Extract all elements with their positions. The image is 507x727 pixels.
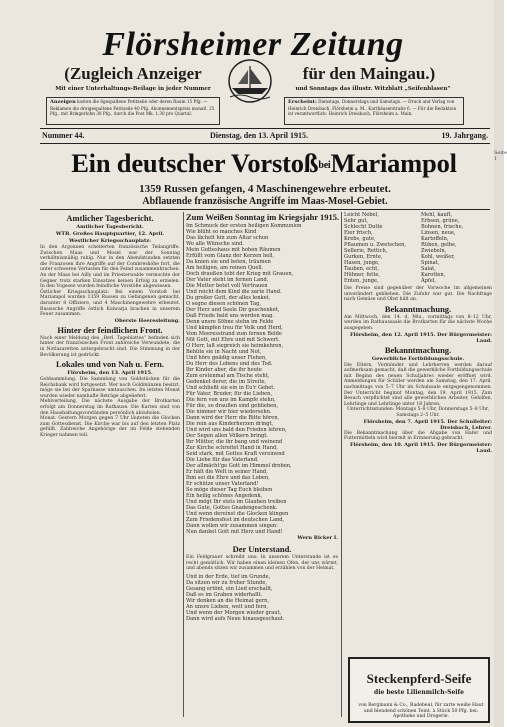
issue-number: Nummer 44. <box>42 131 85 140</box>
shelter-section-title: Der Unterstand. <box>232 544 292 554</box>
market-item: Linsen, neue, <box>420 230 456 236</box>
poem-line: Zum Friedensfest im deutschen Land, <box>186 517 285 523</box>
market-price-list <box>344 212 492 284</box>
market-list-left <box>344 212 415 284</box>
column-3 <box>344 212 492 722</box>
poem-line: Daß Friede bald uns werden mag. <box>186 313 274 319</box>
poem-line: Und schließt sie ein in Eu'r Gebet. <box>186 385 275 391</box>
market-item: Salat, <box>420 266 436 272</box>
market-item: Spinat, <box>420 260 440 266</box>
publication-box <box>284 97 464 125</box>
poem-line: Und kämpfen treu für Volk und Herd, <box>186 325 283 331</box>
market-item: Hasen, junge, <box>344 260 380 266</box>
poem-line: O Herr, laß siegreich sie heimkehren, <box>186 343 284 349</box>
page-edge <box>494 0 507 727</box>
notice-1-title: Bekanntmachung. <box>384 303 452 314</box>
poem-line: Ein heilig schönes Angedenk, <box>186 493 263 499</box>
issue-rule <box>40 143 490 144</box>
poem-line: Mein Gotteshaus mit hohen Räumen <box>186 247 281 253</box>
masthead-rule <box>40 128 490 129</box>
poem-line: Der Vater steht im fernen Land, <box>186 277 269 283</box>
poem-line: Und höre gnädig unser Flehen, <box>186 355 267 361</box>
poem-line: Die nimmer wir hier wiedersehn. <box>186 409 272 415</box>
poem-line: Mit Gott, mit Ehre und mit Schwert. <box>186 337 280 343</box>
market-item: Sellerie, Rettich, <box>344 248 388 254</box>
local-text-2: Mehlverteilung. Die nächste Ausgabe der Brotkarten erfolgt am Donnerstag im Rathause. Die Karten sind von den Haushaltungsvorständen persönlich abzuholen. <box>40 399 180 416</box>
report-text-1: In den Argonnen scheiterten französische Teilangriffe. Zwischen Maas und Mosel war der Sonntag verhältnismäßig ruhig. Nur in den Abendstunden setzten die Franzosen ihre Angriffe auf der Combreshöhe fort, die unter schweren Verlusten für den Feind zusammenbrachen. An der Maas bei Ailly und im Priesterwalde vermochte der Gegner trotz starken Einsatzes keinen Erfolg zu erzielen. In den Vogesen wurden feindliche Vorstöße abgewiesen. <box>40 245 180 290</box>
poem-body <box>186 223 338 535</box>
poem-line: Für Vater, Bruder, für die Lieben, <box>186 391 273 397</box>
subtitle-right: für den Maingau.) <box>302 64 436 83</box>
headline-subtitle-1: 1359 Russen gefangen, 4 Maschinengewehre erbeutet. <box>139 183 391 195</box>
column-1 <box>40 212 180 722</box>
market-item: Hühner, fette, <box>344 272 381 278</box>
report-subhead-2: WTB. Großes Hauptquartier, 12. April. <box>55 231 165 237</box>
publication-text: Dienstags, Donnerstags und Samstags. — Druck und Verlag von Heinrich Dreisbach, Flörsheim a. M., Karthäuserstraße 6. — Für die Redaktion ist verantwortlich: Heinrich Dreisbach, Flörsheim a. Main. <box>288 99 457 116</box>
headline-subtitle-2: Abflauende französische Angriffe im Maas-Mosel-Gebiet. <box>142 196 388 207</box>
poem-line: Dann wird der Herr die Bitte hören, <box>186 415 280 421</box>
poem-line: Da knien sie und beten, träumen <box>186 259 271 265</box>
notice-3-text: Die Bekanntmachung über die Abgabe von Hafer und Futtermitteln wird hiermit in Erinnerung gebracht. <box>344 430 492 442</box>
market-item: Krebs, gute, <box>344 236 376 242</box>
market-item: Erbsen, grüne, <box>420 218 460 224</box>
market-item: Kartoffeln, <box>420 236 449 242</box>
notice-2-subhead: Gewerbliche Fortbildungsschule. <box>371 355 465 362</box>
local-section-title: Lokales und von Nah u. Fern. <box>56 359 164 370</box>
notice-2-title: Bekanntmachung. <box>384 344 452 355</box>
market-item: Pflaumen u. Zwetschen, <box>344 242 407 248</box>
notice-3-signature: Flörsheim, den 10. April 1915. Der Bürgermeister: Laud. <box>349 441 492 454</box>
poem-line: Wie blüht so manches Kind <box>186 229 257 235</box>
poem-line: Wo alle Wünsche sind. <box>186 241 244 247</box>
local-text-3: Monat. Gestern Morgen gegen 7 Uhr läuteten die Glocken zum Gottesdienst. Die Kirche war bis auf den letzten Platz gefüllt. Zahlreiche Angehörige der im Felde stehenden Krieger nahmen teil. <box>40 416 180 439</box>
poem-line: Nun danket Gott mit Herz und Hand! <box>186 529 283 535</box>
poem-line: Du großer Gott, der alles lenket, <box>186 295 271 301</box>
issue-year: 19. Jahrgang. <box>441 131 488 140</box>
notice-2-text: Die Eltern, Vormünder und Lehrherren werden darauf aufmerksam gemacht, daß die gewerbliche Fortbildungsschule mit Beginn des neuen Schuljahres wieder eröffnet wird. Anmeldungen für Schüler werden am Samstag, den 17. April, nachmittags von 5–7 Uhr im Schulsaale entgegengenommen. Der Unterricht beginnt Montag, den 19. April 1915. Zum Besuch verpflichtet sind alle gewerblichen Arbeiter, Gehilfen, Lehrlinge und Lehrlinge unter 18 Jahren. <box>344 362 492 407</box>
tagline-right: und Sonntags das illustr. Witzblatt „Seifenblasen“ <box>295 86 451 92</box>
market-item: Bohnen, frische, <box>420 224 464 230</box>
masthead-title: Flörsheimer Zeitung <box>102 26 404 63</box>
poem-line: Und wird uns bald den Frieden lehren, <box>186 427 287 433</box>
notice-1-signature: Flörsheim, den 12. April 1915. Der Bürgermeister: Laud. <box>349 331 492 344</box>
poem-line: Da sitzen wir zu froher Stunde, <box>186 579 267 586</box>
poem-line: Die rein aus Kinderherzen dringt, <box>186 421 274 427</box>
market-item: Leicht Nebel, <box>344 212 379 218</box>
column-divider-2 <box>341 212 342 717</box>
issue-date: Dienstag, den 13. April 1915. <box>210 131 309 140</box>
poem-title: Zum Weißen Sonntag im Kriegsjahr 1915. <box>186 212 340 222</box>
market-item: Gurken, Ernte, <box>344 254 383 260</box>
notice-2-signature: Flörsheim, den 7. April 1915. Der Schulleiter: Dreisbach, Lehrer. <box>363 418 492 431</box>
poem-line: Der allmächt'ge Gott im Himmel droben, <box>186 463 292 469</box>
shelter-text: Ein Feldgrauer schreibt uns: In unserem Unterstande ist es recht gemütlich. Wir haben einen kleinen Ofen, der uns wärmt, und abends sitzen wir zusammen und erzählen von der Heimat. <box>186 555 338 572</box>
tagline-left: Mit einer Unterhaltungs-Beilage in jeder Nummer <box>55 86 211 92</box>
column-2 <box>186 212 338 722</box>
market-list-right <box>421 212 492 284</box>
notice-1-text: Am Mittwoch, den 14. d. Mts., vormittags von 8–12 Uhr, werden im Rathaussaale die Brotkarten für die nächste Woche ausgegeben. <box>344 314 492 331</box>
main-headline <box>36 146 492 180</box>
report-subhead-3: Westlicher Kriegsschauplatz: <box>69 238 151 244</box>
poem-line: Zur Kirche schreitet Hand in Hand, <box>186 445 278 451</box>
report-title: Amtlicher Tagesbericht. <box>66 213 154 223</box>
market-text: Die Preise sind gegenüber der Vorwoche im allgemeinen unverändert geblieben. Die Zufuhr war gut. Die Nachfrage nach Gemüse und Obst hält an. <box>344 286 492 303</box>
poem-line: Vom Meeresstrand zum fernen Belde <box>186 331 282 337</box>
poem-author: Wern Ricker I. <box>297 535 338 541</box>
poem-line: Ihr Kinder aber, die ihr heute <box>186 367 262 373</box>
poem-line: Dann wollen wir zusammen singen: <box>186 523 278 529</box>
headline-part2: Mariampol <box>330 148 457 178</box>
poem-line: Gesang ertönt, ein Lied erschallt, <box>186 585 273 592</box>
market-item: Äpfel, <box>420 278 437 284</box>
market-item: Karotten, <box>420 272 446 278</box>
market-item: Kohl, weißer, <box>420 254 455 260</box>
publication-label: Erscheint: <box>288 99 317 105</box>
poem-line: Er schütze unser Vaterland! <box>186 481 259 487</box>
soap-advertisement <box>348 657 490 723</box>
poem-line: Ihm sei die Ehre und das Loben, <box>186 475 270 481</box>
notice-2-schedule: Unterrichtsstunden: Montags 5–8 Uhr, Donnerstags 5–8 Uhr, Samstags 2–5 Uhr. <box>346 407 490 418</box>
poem-line: Zum erstenmal am Tische steht, <box>186 373 270 379</box>
poem-line: Und wenn dereinst die Glocken klingen <box>186 511 289 517</box>
poem-line: Seid stark, mit Gottes Kraft vereinend <box>186 451 285 457</box>
market-item: Schlecht Dutte <box>344 224 383 230</box>
report-signature: Oberste Heeresleitung. <box>114 317 180 324</box>
headline-rule <box>40 209 490 210</box>
poem-line: Für die, so draußen sind geblieben, <box>186 403 279 409</box>
poem-line: Und in der Erde, tief im Grunde, <box>186 573 271 580</box>
poem-line: Und reicht dem Kind die zarte Hand. <box>186 289 282 295</box>
local-text-1: Goldsammlung. Die Sammlung von Goldstücken für die Reichsbank wird fortgesetzt. Wer noch Goldmünzen besitzt, möge sie bei der Sparkasse umtauschen. Im letzten Monat wurden wieder namhafte Beträge abgeliefert. <box>40 377 180 399</box>
poem-line: Du Herr des Lebens und des Tod. <box>186 361 273 367</box>
market-item: Zwiebeln, <box>420 248 447 254</box>
market-item: Eier frisch, <box>344 230 373 236</box>
front-section-title: Hinter der feindlichen Front. <box>57 324 163 335</box>
poem-line: Denn unsre Söhne stehn im Felde <box>186 319 274 325</box>
report-text-2: Östlicher Kriegsschauplatz: Bei einem Vorstoß bei Mariampol wurden 1359 Russen zu Gefangenen gemacht, darunter 8 Offiziere, und 4 Maschinengewehre erbeutet. Russische Angriffe östlich Kalwarja brachen in unserem Feuer zusammen. <box>40 289 180 318</box>
poem-line: O segne diesen schönen Tag, <box>186 301 261 307</box>
front-section-text: Nach einer Meldung des „Berl. Tageblattes“ befinden sich hinter der französischen Front zahlreiche Verwundete, die in Notlazaretten untergebracht sind. Die Stimmung in der Bevölkerung ist gedrückt. <box>40 335 180 358</box>
poem-line: Daß es im Graben widerhallt. <box>186 591 263 598</box>
poem-line: Er hält die Welt in seiner Hand, <box>186 469 268 475</box>
ship-emblem-icon <box>218 58 282 104</box>
poem-line: Und mögt Ihr stets im Glauben treiben <box>186 499 287 505</box>
poem-line: Im Schmuck der ersten heiligen Kommunion <box>186 223 302 229</box>
poem-line: Die Liebe für das Vaterland. <box>186 457 259 463</box>
headline-part1: Ein deutscher Vorstoß <box>71 148 319 178</box>
poem-line: Erfüllt vom Glanz der Kerzen hell, <box>186 253 275 259</box>
shelter-poem <box>186 574 338 622</box>
edge-marking: Seite 1 <box>494 150 507 162</box>
market-item: Sehr gut, <box>344 218 369 224</box>
column-divider-1 <box>183 212 184 717</box>
subscription-label: Anzeigen <box>50 99 76 105</box>
poem-line: Das lächelt hin zum Altar schon <box>186 235 269 241</box>
subscription-text: kosten die 6gespaltene Petitzeile oder deren Raum 15 Pfg. — Reklamen die dreigespaltene Petitzeile 40 Pfg. Abonnementspreis monatl. 25 Pfg., mit Bringerlohn 30 Pfg., durch die Post Mk. 1.30 pro Quartal. <box>50 99 215 116</box>
issue-bar <box>40 130 490 142</box>
market-item: Rüben, gelbe, <box>420 242 457 248</box>
poem-line: Doch draußen tobt der Krieg mit Grauen, <box>186 271 294 277</box>
subtitle-left: (Zugleich Anzeiger <box>64 64 202 83</box>
poem-line: Ihr Mütter, die ihr bang und weinend <box>186 439 283 445</box>
ad-brand: Steckenpferd-Seife <box>366 671 472 686</box>
market-item: Mehl, kauft, <box>420 212 453 218</box>
poem-line: Wir denken an die Heimat gern, <box>186 597 270 604</box>
poem-line: Die Mutter betet voll Vertrauen <box>186 283 268 289</box>
poem-line: Gedenket derer, die im Streite, <box>186 379 267 385</box>
poem-line: Am heiligen, am reinen Quell. <box>186 265 264 271</box>
poem-line: Der Segen allen Völkern bringt. <box>186 433 268 439</box>
market-item: Enten, junge, <box>344 278 379 284</box>
poem-line: Die fern von uns im Kampfe stehn, <box>186 397 276 403</box>
headline-small: bei <box>318 159 331 171</box>
report-subhead-1: Amtlicher Tagesbericht. <box>76 224 144 230</box>
poem-line: An unsre Lieben, weit und fern, <box>186 603 268 610</box>
poem-line: Dann wird aufs Neue hinausgeschaut. <box>186 615 285 622</box>
ad-tagline: die beste Lilienmilch-Seife <box>374 689 464 696</box>
poem-line: Behüte sie in Nacht und Not, <box>186 349 262 355</box>
poem-line: So möge dieser Tag Euch bleiben <box>186 487 273 493</box>
market-item: Tauben, echt, <box>344 266 379 272</box>
ad-maker: von Bergmann & Co., Radebeul, für zarte weiße Haut und blendend schönen Teint. à Stück 50 Pfg. bei: Apotheke und Drogerie. <box>358 703 484 720</box>
poem-line: Und wenn der Morgen wieder graut, <box>186 609 282 616</box>
poem-line: Das Gute, Gottes Gnadengeschenk. <box>186 505 278 511</box>
subscription-box <box>46 97 220 125</box>
local-section-dateline: Flörsheim, den 13. April 1915. <box>67 370 153 377</box>
poem-line: Der Herz und Seele Dir geschenket, <box>186 307 280 313</box>
